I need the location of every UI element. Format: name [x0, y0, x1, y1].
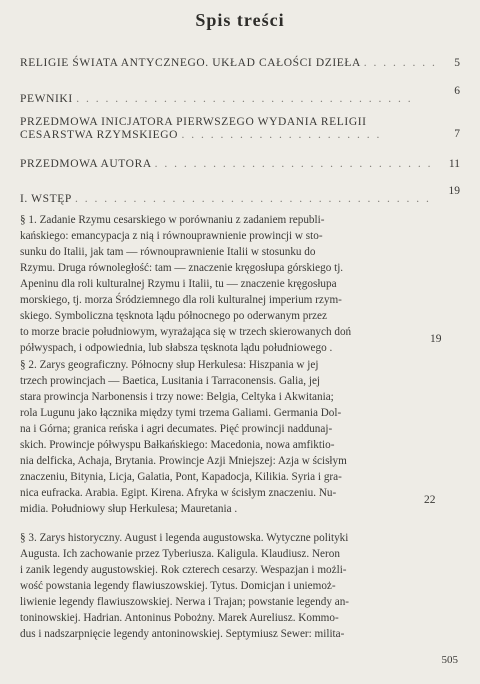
- section-line: znaczeniu, Bitynia, Licja, Galatia, Pont, Kapadocja, Kilikia. Syria i gra-: [20, 471, 342, 483]
- section-page-number: 19: [430, 333, 442, 345]
- toc-entry-label: PRZEDMOWA INICJATORA PIERWSZEGO WYDANIA RELIGII: [20, 116, 367, 128]
- section-line: to morze bracie południowym, wyrażająca się w trzech skierowanych doń: [20, 326, 352, 338]
- toc-entry: [20, 116, 470, 142]
- toc-leader-dots: . . . . . . . .: [363, 57, 437, 69]
- toc-entry-page: 7: [454, 128, 460, 140]
- page-title: Spis treści: [195, 10, 285, 30]
- section-line: liwienie legendy flawiuszowskiej. Nerwa i Trajan; powstanie legendy an-: [20, 596, 350, 608]
- section-line: sunku do Italii, jak tam — równouprawnienie Italii w stosunku do: [20, 246, 316, 258]
- toc-entry-label: PRZEDMOWA AUTORA: [20, 158, 152, 170]
- toc-leader-dots: . . . . . . . . . . . . . . . . . . . . . . . . . . . . . . . . . . . . .: [74, 193, 431, 205]
- section-line: § 2. Zarys geograficzny. Północny słup Herkulesa: Hiszpania w jej: [20, 359, 319, 371]
- section-line: midia. Południowy słup Herkulesa; Mauretania .: [20, 503, 238, 515]
- section-line: rola Lugunu jako łącznika między tymi trzema Galiami. Germania Dol-: [20, 407, 342, 419]
- toc-entry-page: 19: [448, 185, 460, 197]
- section-line: toninowskiej. Hadrian. Antoninus Pobożny. Marek Aureliusz. Kommo-: [20, 612, 339, 624]
- section-line: stara prowincja Narbonensis i trzy nowe: Belgia, Celtyka i Akwitania;: [20, 391, 334, 403]
- toc-entry: [20, 57, 470, 70]
- section-line: Rzymu. Druga równoległość: tam — znaczenie kręgosłupa górskiego tj.: [20, 262, 344, 274]
- section-line: § 3. Zarys historyczny. August i legenda augustowska. Wytyczne polityki: [20, 532, 349, 544]
- section-line: półwyspach, i odpowiednia, lub słabsza tęsknota lądu południowego .: [20, 342, 333, 354]
- folio-page-number: 505: [441, 654, 458, 666]
- toc-leader-dots: . . . . . . . . . . . . . . . . . . . . . . . . . . . . . . . . . . .: [76, 93, 413, 105]
- section-page-number: 22: [424, 494, 436, 506]
- toc-leader-dots: . . . . . . . . . . . . . . . . . . . . .: [181, 129, 382, 141]
- toc-entry-page: 5: [454, 57, 460, 69]
- toc-leader-dots: . . . . . . . . . . . . . . . . . . . . . . . . . . . . .: [154, 158, 433, 170]
- section-line: Apeninu dla roli kulturalnej Rzymu i Italii, tu — znaczenie kręgosłupa: [20, 278, 337, 290]
- section-paragraph: [20, 530, 412, 642]
- section-line: na i Górna; granica reńska i agri decumates. Pięć prowincji naddunaj-: [20, 423, 333, 435]
- toc-entry-label-continued: CESARSTWA RZYMSKIEGO: [20, 129, 179, 141]
- section-line: § 1. Zadanie Rzymu cesarskiego w porównaniu z zadaniem republi-: [20, 214, 325, 226]
- toc-entry: [20, 158, 470, 171]
- section-line: wość powstania legendy flawiuszowskiej. Tytus. Domicjan i uniemoż-: [20, 580, 336, 592]
- section-line: dus i nadszarpnięcie legendy antoninowskiej. Septymiusz Sewer: milita-: [20, 628, 345, 640]
- toc-entry-page: 6: [454, 85, 460, 97]
- section-line: skich. Prowincje półwyspu Bałkańskiego: Macedonia, nowa amfiktio-: [20, 439, 335, 451]
- toc-entry: [20, 185, 470, 206]
- section-line: kańskiego: emancypacja z nią i równouprawnienie prowincji w sto-: [20, 230, 323, 242]
- section-line: nia delficka, Achaja, Brytania. Prowincje Azji Mniejszej: Azja w ścisłym: [20, 455, 347, 467]
- section-paragraph: [20, 357, 412, 517]
- toc-entry-page: 11: [448, 158, 460, 170]
- section-line: skiego. Symboliczna tęsknota lądu północnego po oderwanym przez: [20, 310, 327, 322]
- toc-entry-label: PEWNIKI: [20, 93, 73, 105]
- section-line: morskiego, tj. morza Śródziemnego dla roli kulturalnej imperium rzym-: [20, 294, 342, 306]
- toc-entry: [20, 85, 470, 106]
- section-line: i zanik legendy augustowskiej. Rok czterech cesarzy. Wespazjan i możli-: [20, 564, 347, 576]
- section-paragraph: [20, 212, 412, 356]
- section-line: trzech prowincjach — Baetica, Lusitania i Tarraconensis. Galia, jej: [20, 375, 321, 387]
- section-line: nica eufracka. Arabia. Egipt. Kirena. Afryka w ścisłym znaczeniu. Nu-: [20, 487, 337, 499]
- toc-entry-label: RELIGIE ŚWIATA ANTYCZNEGO. UKŁAD CAŁOŚCI DZIEŁA: [20, 57, 361, 69]
- toc-entry-label: I. WSTĘP: [20, 193, 72, 205]
- section-line: Augusta. Ich zachowanie przez Tyberiusza. Kaligula. Klaudiusz. Neron: [20, 548, 340, 560]
